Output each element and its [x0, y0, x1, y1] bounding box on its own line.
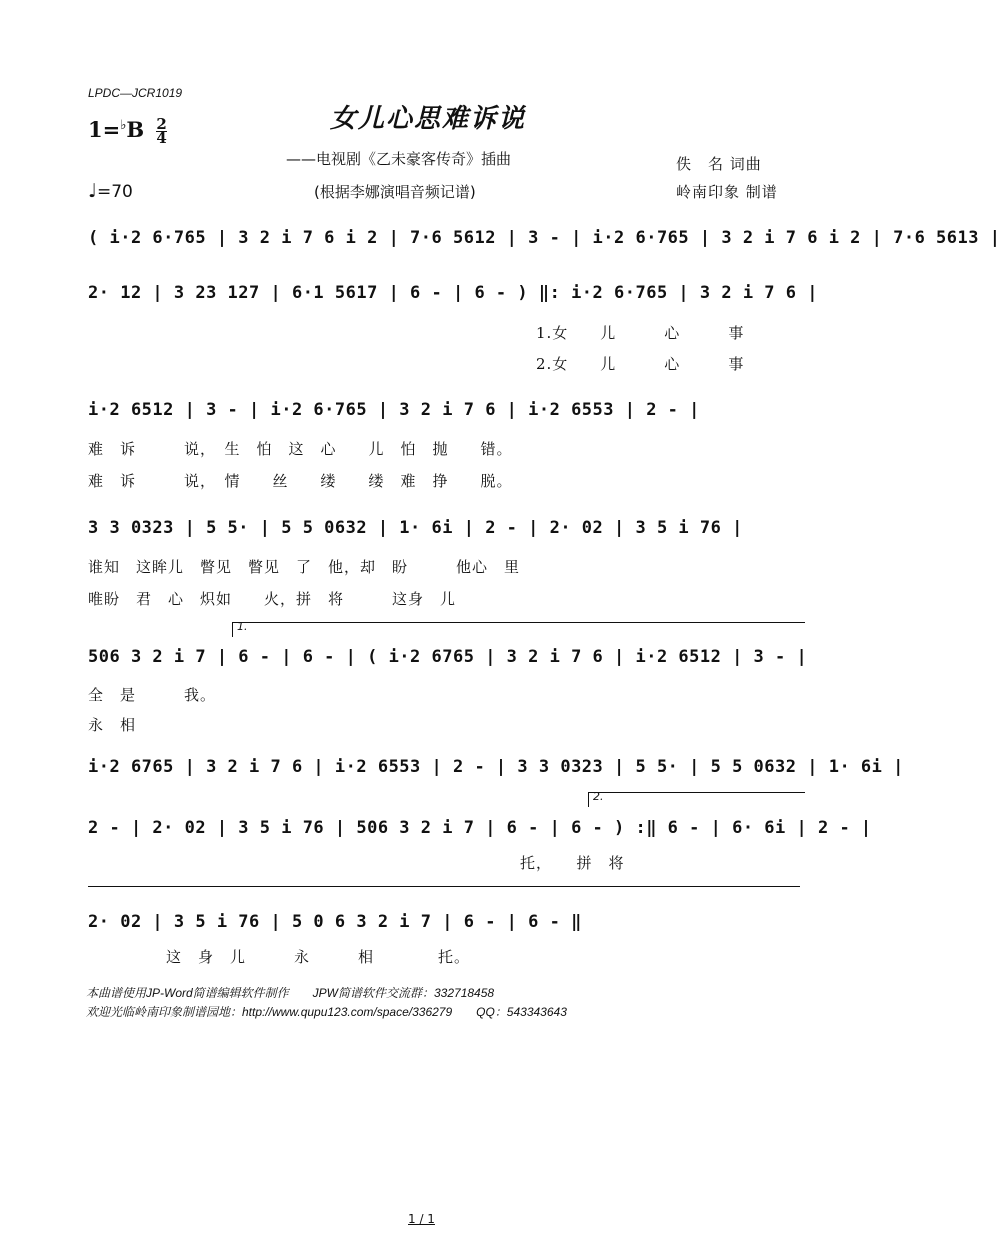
lyrics-line-8-verse-1: 这 身 儿 永 相 托。: [150, 948, 471, 966]
footer-website-note: 欢迎光临岭南印象制谱园地：http://www.qupu123.com/space/336279 QQ：543343643: [86, 1005, 567, 1019]
score-line-8: 2· 02 | 3 5 i 76 | 5 0 6 3 2 i 7 | 6 - | 6 - ‖: [88, 912, 582, 932]
lyrics-line-4-verse-1: 谁知 这眸儿 瞥见 瞥见 了 他，却 盼 他心 里: [88, 558, 521, 576]
score-code: LPDC—JCR1019: [88, 86, 183, 100]
volta-2-bracket: 2.: [588, 792, 805, 807]
lyrics-line-2-verse-2: 2.女 儿 心 事: [536, 355, 745, 373]
lyrics-line-5-verse-2: 永 相: [88, 716, 137, 734]
lyrics-line-3-verse-1: 难 诉 说， 生 怕 这 心 儿 怕 抛 错。: [88, 440, 513, 458]
score-line-5: 506 3 2 i 7 | 6 - | 6 - | ( i·2 6765 | 3 2 i 7 6 | i·2 6512 | 3 - |: [88, 647, 808, 667]
volta-1-bracket: 1.: [232, 622, 805, 637]
source-note: (根据李娜演唱音频记谱): [314, 183, 476, 201]
time-signature: $\frac{2}{4}$: [156, 115, 167, 147]
quarter-note-icon: ♩: [88, 180, 97, 202]
score-line-2: 2· 12 | 3 23 127 | 6·1 5617 | 6 - | 6 - ) ‖: i·2 6·765 | 3 2 i 7 6 |: [88, 283, 818, 303]
score-line-3: i·2 6512 | 3 - | i·2 6·765 | 3 2 i 7 6 | i·2 6553 | 2 - |: [88, 400, 700, 420]
score-line-4: 3 3 0323 | 5 5· | 5 5 0632 | 1· 6i | 2 - | 2· 02 | 3 5 i 76 |: [88, 518, 743, 538]
footer-software-note: 本曲谱使用JP-Word简谱编辑软件制作 JPW简谱软件交流群：332718458: [86, 986, 495, 1000]
score-line-7: 2 - | 2· 02 | 3 5 i 76 | 506 3 2 i 7 | 6 - | 6 - ) :‖ 6 - | 6· 6i | 2 - |: [88, 818, 872, 838]
arranger: 岭南印象 制谱: [676, 183, 778, 201]
key-signature: 1=♭B $\frac{2}{4}$: [88, 115, 167, 147]
system-bracket-line: [88, 886, 800, 887]
author: 佚 名 词曲: [676, 155, 762, 173]
score-line-6: i·2 6765 | 3 2 i 7 6 | i·2 6553 | 2 - | 3 3 0323 | 5 5· | 5 5 0632 | 1· 6i |: [88, 757, 904, 777]
lyrics-line-3-verse-2: 难 诉 说， 情 丝 缕 缕 难 挣 脱。: [88, 472, 513, 490]
tempo-marking: ♩=70: [88, 180, 133, 202]
page-number: 1 / 1: [408, 1212, 435, 1226]
lyrics-line-2-verse-1: 1.女 儿 心 事: [536, 324, 745, 342]
page-title: 女儿心思难诉说: [330, 104, 527, 134]
score-line-1: ( i·2 6·765 | 3 2 i 7 6 i 2 | 7·6 5612 | 3 - | i·2 6·765 | 3 2 i 7 6 i 2 | 7·6 5613 |: [88, 228, 1000, 248]
lyrics-line-4-verse-2: 唯盼 君 心 炽如 火，拼 将 这身 儿: [88, 590, 457, 608]
subtitle: ——电视剧《乙未豪客传奇》插曲: [286, 150, 512, 168]
lyrics-line-7-verse-1: 托， 拼 将: [88, 854, 625, 872]
lyrics-line-5-verse-1: 全 是 我。: [88, 686, 217, 704]
